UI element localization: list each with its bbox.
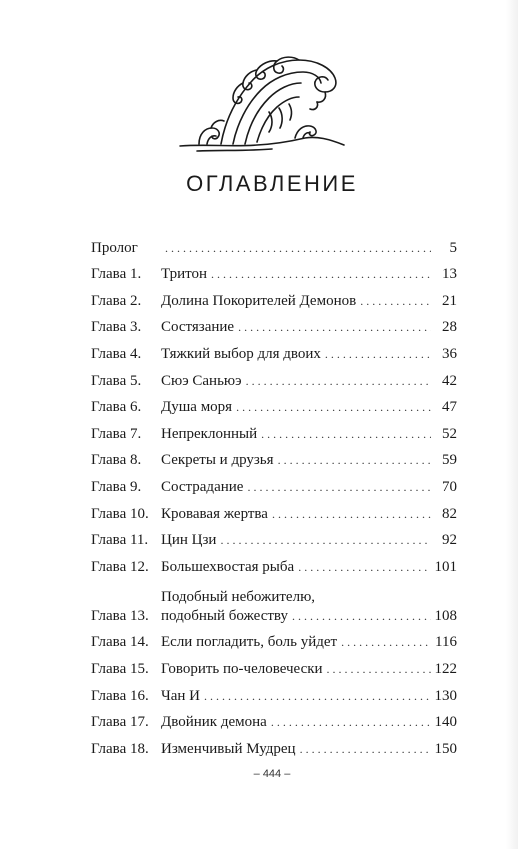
dot-leader <box>261 425 431 444</box>
dot-leader <box>236 398 431 417</box>
page-number: – 444 – <box>253 768 291 780</box>
toc-entry-title: Долина Покорителей Демонов <box>161 292 357 309</box>
toc-entry[interactable] <box>91 444 457 471</box>
toc-entry-label: Глава 17. <box>91 714 149 731</box>
toc-entry-title: Подобный небожителю, <box>161 588 316 605</box>
toc-entry-page: 70 <box>442 478 457 495</box>
toc-entry-label: Глава 4. <box>91 345 142 362</box>
toc-entry-label: Глава 9. <box>91 478 142 495</box>
toc-entry-page: 108 <box>434 607 457 624</box>
page-edge <box>506 0 518 849</box>
toc-entry-page: 47 <box>442 399 457 416</box>
toc-entry[interactable] <box>91 577 457 626</box>
toc-entry-label: Глава 13. <box>91 607 149 624</box>
toc-entry-title: Большехвостая рыба <box>161 558 295 575</box>
toc-entry-page: 122 <box>434 660 457 677</box>
toc-entry-page: 42 <box>442 372 457 389</box>
toc-entry[interactable] <box>91 626 457 653</box>
toc-entry-page: 52 <box>442 425 457 442</box>
toc-entry-title: Тяжкий выбор для двоих <box>161 345 321 362</box>
toc-entry-title: Душа моря <box>161 399 233 416</box>
toc-entry-page: 59 <box>442 452 457 469</box>
table-of-contents <box>91 231 457 759</box>
toc-entry-label: Глава 11. <box>91 532 149 549</box>
toc-entry-label: Глава 3. <box>91 319 142 336</box>
toc-entry-page: 13 <box>442 266 457 283</box>
dot-leader <box>292 607 431 626</box>
toc-entry[interactable] <box>91 679 457 706</box>
dot-leader <box>211 265 431 284</box>
toc-entry-page: 101 <box>434 558 457 575</box>
dot-leader <box>325 345 431 364</box>
toc-entry-title-continued: подобный божеству <box>161 607 288 624</box>
toc-entry-label: Глава 18. <box>91 740 149 757</box>
toc-entry-title: Чан И <box>161 687 201 704</box>
dot-leader <box>271 713 431 732</box>
toc-entry-page: 116 <box>435 634 457 651</box>
toc-entry-title: Говорить по-человечески <box>161 660 323 677</box>
toc-entry-title: Цин Цзи <box>161 532 217 549</box>
toc-entry[interactable] <box>91 364 457 391</box>
toc-entry-title: Состязание <box>161 319 235 336</box>
toc-entry-title: Если погладить, боль уйдет <box>161 634 338 651</box>
toc-entry-label: Глава 8. <box>91 452 142 469</box>
toc-entry-page: 140 <box>434 714 457 731</box>
toc-entry-title: Двойник демона <box>161 714 267 731</box>
dot-leader <box>278 451 431 470</box>
toc-entry[interactable] <box>91 550 457 577</box>
toc-entry-label: Глава 15. <box>91 660 149 677</box>
toc-entry[interactable] <box>91 284 457 311</box>
toc-entry-label: Глава 1. <box>91 266 142 283</box>
toc-entry-label: Глава 16. <box>91 687 149 704</box>
dot-leader <box>238 318 431 337</box>
dot-leader <box>341 633 431 652</box>
toc-entry[interactable] <box>91 652 457 679</box>
dot-leader <box>300 740 431 759</box>
toc-entry-label: Глава 5. <box>91 372 142 389</box>
toc-entry-title: Тритон <box>161 266 208 283</box>
toc-entry[interactable] <box>91 311 457 338</box>
toc-entry-page: 150 <box>434 740 457 757</box>
toc-entry-label: Глава 7. <box>91 425 142 442</box>
dot-leader <box>204 687 430 706</box>
toc-entry[interactable] <box>91 706 457 733</box>
toc-entry-page: 5 <box>449 239 457 256</box>
toc-entry[interactable] <box>91 497 457 524</box>
dot-leader <box>246 372 431 391</box>
dot-leader <box>247 478 431 497</box>
toc-entry-page: 36 <box>442 345 457 362</box>
toc-entry-page: 28 <box>442 319 457 336</box>
toc-entry-title: Изменчивый Мудрец <box>161 740 296 757</box>
toc-entry[interactable] <box>91 524 457 551</box>
toc-entry[interactable] <box>91 417 457 444</box>
toc-entry-title: Секреты и друзья <box>161 452 274 469</box>
toc-entry-label: Глава 2. <box>91 292 142 309</box>
toc-entry-page: 130 <box>434 687 457 704</box>
toc-entry[interactable] <box>91 337 457 364</box>
toc-entry-label: Глава 14. <box>91 634 149 651</box>
toc-entry-title: Кровавая жертва <box>161 505 268 522</box>
toc-entry[interactable] <box>91 470 457 497</box>
toc-entry-page: 82 <box>442 505 457 522</box>
toc-entry[interactable] <box>91 231 457 258</box>
toc-heading: ОГЛАВЛЕНИЕ <box>186 171 358 196</box>
toc-entry-title: Сюэ Саньюэ <box>161 372 242 389</box>
dot-leader <box>327 660 431 679</box>
toc-entry[interactable] <box>91 258 457 285</box>
toc-entry-title: Непреклонный <box>161 425 258 442</box>
toc-entry[interactable] <box>91 732 457 759</box>
toc-entry-title: Сострадание <box>161 478 244 495</box>
toc-entry-label: Глава 6. <box>91 399 142 416</box>
toc-entry[interactable] <box>91 391 457 418</box>
dot-leader <box>272 505 431 524</box>
toc-entry-label: Глава 10. <box>91 505 149 522</box>
dot-leader <box>298 558 430 577</box>
toc-entry-page: 21 <box>442 292 457 309</box>
dot-leader <box>220 531 431 550</box>
dot-leader <box>360 292 431 311</box>
toc-entry-label: Пролог <box>91 239 138 256</box>
toc-entry-page: 92 <box>442 532 457 549</box>
toc-entry-label: Глава 12. <box>91 558 149 575</box>
dot-leader <box>165 239 431 258</box>
great-wave-icon <box>177 52 347 156</box>
